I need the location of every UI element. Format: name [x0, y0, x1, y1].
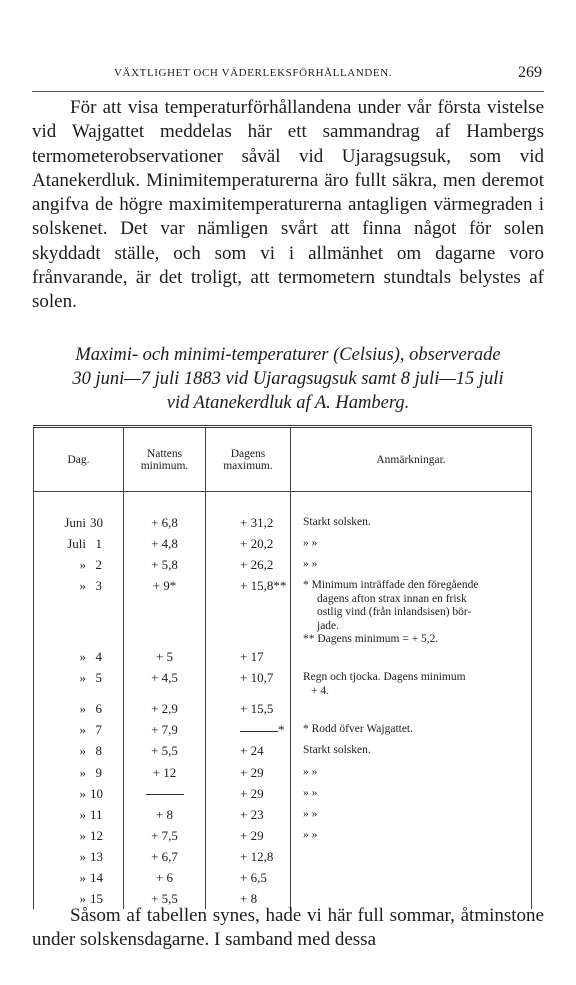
cell-max: + 29	[206, 762, 291, 783]
table-row	[34, 804, 532, 825]
table-row	[34, 512, 532, 533]
cell-month: Juli	[67, 536, 86, 552]
cell-dag	[34, 783, 124, 804]
header-min-line-2: minimum.	[140, 459, 189, 472]
cell-month: Juni	[64, 515, 86, 530]
footnote-mark: *	[278, 722, 285, 738]
cell-day: 2	[95, 557, 102, 573]
cell-day: 15	[90, 891, 103, 907]
table-spacer-row	[34, 492, 532, 513]
cell-min: + 6,7	[124, 846, 206, 867]
caption-line-2: 30 juni—7 juli 1883 vid Ujaragsugsuk samt 8 juli—15 juli	[72, 369, 504, 389]
cell-month: »	[79, 670, 86, 686]
cell-day: 7	[95, 722, 102, 738]
cell-dag	[34, 554, 124, 575]
cell-note: * Rodd öfver Wajgattet.	[291, 719, 532, 740]
cell-day: 1	[95, 536, 102, 552]
note-line: jade.	[317, 619, 340, 632]
note-block	[303, 667, 531, 698]
cell-note: » »	[291, 825, 532, 846]
cell-dag	[34, 533, 124, 554]
cell-max: + 8	[206, 888, 291, 909]
cell-month: »	[79, 848, 86, 864]
note-line: ** Dagens minimum = + 5,2.	[303, 632, 439, 645]
cell-note	[291, 867, 532, 888]
cell-day: 12	[90, 827, 103, 843]
cell-min: + 12	[124, 762, 206, 783]
header-min	[124, 427, 206, 492]
cell-note	[291, 846, 532, 867]
cell-day: 3	[95, 578, 102, 594]
cell-month: »	[79, 743, 86, 759]
missing-value-dash	[146, 794, 184, 795]
cell-min: + 5,5	[124, 740, 206, 761]
cell-month: »	[79, 827, 86, 843]
cell-max: + 29	[206, 783, 291, 804]
cell-month: »	[79, 764, 86, 780]
note-block	[303, 575, 531, 646]
cell-max: + 20,2	[206, 533, 291, 554]
cell-min: + 8	[124, 804, 206, 825]
cell-note: » »	[291, 783, 532, 804]
cell-note	[291, 667, 532, 698]
cell-day: 13	[90, 848, 103, 864]
cell-note: » »	[291, 533, 532, 554]
cell-day: 6	[95, 701, 102, 717]
cell-note: » »	[291, 804, 532, 825]
cell-min: + 6,8	[124, 512, 206, 533]
cell-month: »	[79, 557, 86, 573]
cell-min: + 2,9	[124, 698, 206, 719]
running-header	[32, 64, 544, 92]
missing-value-dash	[240, 731, 278, 732]
intro-paragraph-text: För att visa temperaturförhållandena under vår första vistelse vid Wajgattet meddelas här ett sammandrag af Hambergs termometerobservationer såväl vid Ujaragsugsuk, som vid Atanekerdluk. Minimitemperaturerna äro fullt säkra, men deremot angifva de högre maximitemperaturerna antagligen värmegraden i solskenet. Det var nämligen svårt att finna något för solen skyddadt ställe, och som vi i allmänhet om dagarne voro frånvarande, är det troligt, att termometern stundtals belystes af solen.	[32, 97, 544, 313]
cell-dag	[34, 667, 124, 698]
note-line: dagens afton strax innan en frisk	[317, 592, 467, 605]
table-row	[34, 646, 532, 667]
cell-max: + 15,5	[206, 698, 291, 719]
cell-max: + 17	[206, 646, 291, 667]
cell-min: + 5,5	[124, 888, 206, 909]
table-row	[34, 533, 532, 554]
table-row	[34, 575, 532, 646]
cell-note	[291, 646, 532, 667]
cell-note: Starkt solsken.	[291, 512, 532, 533]
cell-month: »	[79, 578, 86, 594]
cell-month: »	[79, 869, 86, 885]
cell-max: + 12,8	[206, 846, 291, 867]
note-line: + 4.	[311, 684, 329, 697]
note-line: Regn och tjocka. Dagens minimum	[303, 671, 466, 684]
table-body	[34, 492, 532, 910]
cell-min: + 7,5	[124, 825, 206, 846]
header-min-line-1: Nattens	[146, 447, 183, 460]
cell-note: » »	[291, 762, 532, 783]
table-row	[34, 762, 532, 783]
caption-line-3: vid Atanekerdluk af A. Hamberg.	[166, 393, 410, 413]
cell-max: + 26,2	[206, 554, 291, 575]
cell-month: »	[79, 701, 86, 717]
cell-note: Starkt solsken.	[291, 740, 532, 761]
header-notes: Anmärkningar.	[291, 427, 532, 492]
cell-note	[291, 698, 532, 719]
cell-dag	[34, 762, 124, 783]
cell-month: »	[79, 891, 86, 907]
cell-min: + 5,8	[124, 554, 206, 575]
caption-line-1: Maximi- och minimi-temperaturer (Celsius), observerade	[75, 345, 501, 365]
cell-day: 4	[95, 649, 102, 665]
header-dag: Dag.	[34, 427, 124, 492]
closing-paragraph-text: Såsom af tabellen synes, hade vi här full sommar, åtminstone under solskensdagarne. I samband med dessa	[32, 905, 544, 951]
cell-day: 5	[95, 670, 102, 686]
cell-max: + 10,7	[206, 667, 291, 698]
cell-day: 30	[90, 515, 103, 530]
table-row	[34, 825, 532, 846]
cell-dag	[34, 646, 124, 667]
cell-note	[291, 575, 532, 646]
cell-day: 14	[90, 869, 103, 885]
cell-dag	[34, 698, 124, 719]
running-title: VÄXTLIGHET OCH VÄDERLEKSFÖRHÅLLANDEN.	[114, 67, 393, 79]
header-max-line-2: maximum.	[223, 459, 273, 472]
temperature-table	[33, 425, 532, 909]
table-row	[34, 667, 532, 698]
table-row	[34, 846, 532, 867]
cell-day: 10	[90, 785, 103, 801]
cell-min: + 4,5	[124, 667, 206, 698]
cell-min: + 4,8	[124, 533, 206, 554]
cell-dag	[34, 867, 124, 888]
closing-paragraph	[32, 904, 544, 953]
table-row	[34, 554, 532, 575]
cell-max: + 24	[206, 740, 291, 761]
table-row	[34, 719, 532, 740]
cell-dag	[34, 719, 124, 740]
cell-max: + 29	[206, 825, 291, 846]
cell-day: 9	[95, 764, 102, 780]
cell-min: + 5	[124, 646, 206, 667]
cell-min: + 7,9	[124, 719, 206, 740]
table-row	[34, 740, 532, 761]
cell-month: »	[79, 722, 86, 738]
cell-month: »	[79, 806, 86, 822]
table-caption	[32, 343, 544, 415]
cell-max: + 6,5	[206, 867, 291, 888]
cell-max	[206, 719, 291, 740]
cell-max: + 23	[206, 804, 291, 825]
cell-max: + 31,2	[206, 512, 291, 533]
cell-month: »	[79, 649, 86, 665]
cell-dag	[34, 825, 124, 846]
cell-note: » »	[291, 554, 532, 575]
cell-min: + 6	[124, 867, 206, 888]
note-line: * Minimum inträffade den föregående	[303, 579, 479, 592]
header-max	[206, 427, 291, 492]
table-row	[34, 783, 532, 804]
cell-dag	[34, 512, 124, 533]
cell-dag	[34, 740, 124, 761]
cell-min	[124, 783, 206, 804]
table-header-row	[34, 427, 532, 492]
cell-day: 8	[95, 743, 102, 759]
table-row	[34, 698, 532, 719]
cell-dag	[34, 846, 124, 867]
cell-dag	[34, 804, 124, 825]
cell-month: »	[79, 785, 86, 801]
cell-max: + 15,8**	[206, 575, 291, 646]
header-max-line-1: Dagens	[230, 447, 266, 460]
page-number: 269	[518, 64, 542, 81]
cell-dag	[34, 575, 124, 646]
note-line: ostlig vind (från inlandsisen) bör-	[317, 606, 472, 619]
table-row	[34, 867, 532, 888]
cell-day: 11	[90, 806, 103, 822]
intro-paragraph	[32, 96, 544, 315]
cell-min: + 9*	[124, 575, 206, 646]
